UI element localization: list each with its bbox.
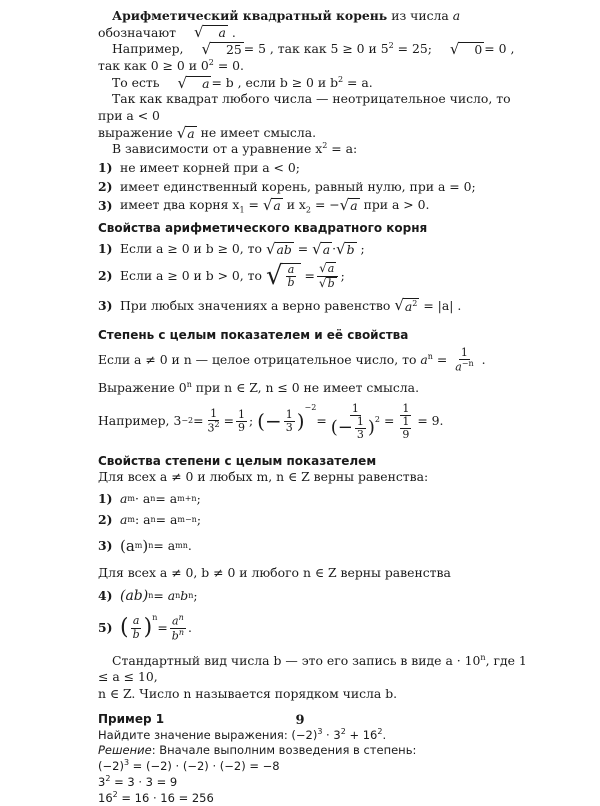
fraction — [206, 408, 222, 435]
fraction-of-roots: √ a √ b — [317, 262, 339, 290]
radicand: a — [273, 198, 281, 214]
item-number: 1) — [98, 490, 113, 506]
item-text: не имеет корней при a < 0; — [120, 159, 300, 175]
exp: mn — [175, 540, 188, 550]
complex-fraction — [329, 403, 382, 441]
text: · — [332, 241, 337, 257]
exp: 2 — [374, 414, 380, 424]
numerator: a — [132, 614, 140, 628]
property-1 — [98, 241, 538, 258]
text: : Вначале выполним возведения в степень: — [151, 742, 417, 757]
exp: n — [186, 379, 192, 389]
section-heading: Свойства арифметического квадратного корня — [98, 221, 428, 236]
text: , где 1 ≤ a ≤ 10, — [98, 652, 527, 685]
sqrt-ab: √ ab — [265, 240, 292, 259]
text: То есть — [112, 74, 160, 90]
exp: n — [480, 652, 486, 662]
text: · a — [134, 490, 151, 506]
solution-step — [98, 774, 538, 790]
denominator: b — [287, 276, 295, 290]
text: При любых значениях a верно равенство — [120, 298, 391, 314]
paren-close: ) — [143, 615, 153, 641]
exp: m — [134, 540, 143, 550]
definition-negative-exponent — [98, 347, 538, 374]
text: Стандартный вид числа b — это его запись в виде a · 10 — [112, 652, 481, 668]
text: (ab) — [120, 587, 149, 604]
text: = a — [155, 490, 178, 506]
exp: 2 — [412, 299, 418, 309]
exp: 2 — [377, 726, 383, 736]
exp: n — [148, 540, 154, 550]
section-integer-exponent — [98, 327, 538, 441]
exp: n — [178, 627, 184, 637]
text: = (−2) · (−2) · (−2) = −8 — [129, 758, 280, 773]
text: = — [297, 241, 309, 257]
exp: −2 — [304, 402, 317, 412]
intro-text: Для всех a ≠ 0 и любых m, n ∈ Z верны равенства: — [98, 468, 429, 484]
text: = — [304, 267, 315, 283]
sqrt-a: √ a — [176, 123, 195, 142]
list-item — [98, 160, 538, 177]
text: = 9. — [417, 413, 444, 429]
text: = — [244, 197, 259, 213]
exp: 2 — [112, 789, 118, 799]
base: 3 — [173, 413, 182, 429]
item-number: 4) — [98, 587, 113, 603]
base: a — [420, 351, 428, 367]
that-is-line — [98, 75, 538, 92]
section-root-properties — [98, 220, 538, 315]
sqrt-a: √ a — [339, 196, 358, 215]
exp: 2 — [340, 726, 346, 736]
text: = 3 · 3 = 9 — [110, 774, 178, 789]
sqrt-a-squared: √ $a^2$ — [394, 296, 418, 315]
text: Например, — [112, 41, 184, 57]
exp: 2 — [322, 141, 328, 151]
var: a — [452, 8, 461, 23]
text: Выражение 0 — [98, 380, 187, 396]
solution-intro — [98, 743, 538, 758]
exp: 3 — [317, 726, 323, 736]
item-number: 5) — [98, 619, 113, 635]
radicand: 25 — [210, 42, 244, 57]
radicand: 0 — [458, 42, 484, 57]
sqrt-25: √ 25 — [201, 40, 242, 59]
exp: n — [178, 612, 184, 622]
exp: n — [152, 613, 158, 623]
section-power-properties — [98, 453, 538, 643]
page-number: 9 — [295, 713, 305, 728]
explanation-line: Так как квадрат любого числа — неотрицательное число, то при a < 0 — [98, 91, 511, 124]
text: = — [193, 413, 204, 429]
base: b — [180, 587, 189, 603]
sub: 2 — [305, 205, 311, 215]
base: a — [120, 512, 128, 528]
text: выражение — [98, 124, 173, 140]
standard-form-line-2: n ∈ Z. Число n называется порядком числа b. — [98, 686, 398, 702]
numerator: 1 — [460, 346, 468, 360]
text: ; — [249, 413, 254, 429]
explanation-line-2 — [98, 125, 538, 142]
base: a — [455, 360, 462, 374]
text: (−2) — [98, 758, 124, 773]
text: при a > 0. — [363, 197, 430, 213]
text: . — [187, 537, 192, 553]
text: . — [187, 619, 192, 635]
radicand: b — [327, 276, 335, 290]
exp: 2 — [208, 57, 214, 67]
text: обозначают — [98, 24, 177, 40]
text: = |a| . — [423, 298, 462, 314]
paren-open: (− — [330, 417, 353, 439]
exp: n — [175, 590, 181, 600]
text: : a — [134, 512, 151, 528]
radicand: b — [346, 242, 355, 258]
text: = — [223, 413, 234, 429]
denominator: b — [132, 627, 140, 641]
text: ; — [340, 267, 345, 283]
numerator: 1 — [356, 414, 364, 428]
text: Если a ≥ 0 и b > 0, то — [120, 267, 262, 283]
standard-form-line — [98, 653, 538, 686]
item-number: 3) — [98, 298, 113, 314]
exp: n — [148, 590, 154, 600]
radicand: a — [327, 262, 335, 276]
text: при n ∈ Z, n ≤ 0 не имеет смысла. — [191, 380, 420, 396]
item-number: 2) — [98, 267, 113, 283]
text: 16 — [98, 790, 113, 805]
numerator: a — [287, 263, 295, 277]
fraction — [284, 409, 295, 434]
exp: 2 — [338, 74, 344, 84]
text: ) — [142, 536, 149, 555]
section-heading: Свойства степени с целым показателем — [98, 453, 377, 468]
solution-step — [98, 790, 538, 806]
list-item — [98, 197, 538, 216]
paren-close: ) — [367, 417, 375, 439]
text: = 25; — [393, 41, 432, 57]
text: имеет два корня x — [120, 197, 240, 213]
sqrt-a: √ a — [312, 240, 331, 259]
item-number: 1) — [98, 159, 113, 175]
item-number: 2) — [98, 178, 113, 194]
sqrt-fraction: √ $\frac{a}{b}$ — [266, 263, 301, 289]
fraction — [170, 614, 186, 643]
numerator: 1 — [210, 407, 218, 421]
radicand: ab — [276, 242, 292, 258]
property-2 — [98, 262, 538, 290]
text: (a — [120, 536, 135, 555]
complex-fraction — [396, 403, 415, 441]
base: b — [171, 629, 179, 643]
list-item — [98, 179, 538, 196]
exp: 2 — [388, 41, 394, 51]
exp: n — [150, 493, 156, 503]
power-rule-3 — [98, 536, 538, 556]
sqrt-a: √ a — [262, 196, 281, 215]
base: a — [120, 490, 128, 506]
exp: −n — [461, 359, 474, 369]
text: В зависимости от a уравнение x — [112, 141, 323, 157]
radicand: a — [350, 198, 358, 214]
zero-power-note — [98, 380, 538, 397]
text: = a. — [343, 74, 373, 90]
property-3 — [98, 298, 538, 315]
text: Если a ≠ 0 и n — целое отрицательное число, то — [98, 351, 417, 367]
numerator: 1 — [238, 408, 245, 422]
exp: 3 — [123, 757, 130, 767]
intro-text-2: Для всех a ≠ 0, b ≠ 0 и любого n ∈ Z верны равенства — [98, 564, 451, 580]
text: . — [382, 727, 387, 742]
text: . — [481, 351, 486, 367]
text: ; — [196, 490, 201, 506]
item-number: 3) — [98, 198, 113, 214]
radicand: a — [203, 25, 228, 40]
text: = 0 , так как 0 ≥ 0 и 0 — [98, 41, 515, 74]
item-text — [120, 197, 429, 216]
text: ; — [193, 587, 198, 603]
text: = 0. — [213, 58, 244, 74]
power-rule-4 — [98, 587, 538, 606]
exponent-example — [98, 403, 538, 441]
text: = b , если b ≥ 0 и b — [211, 74, 339, 90]
exp: m — [127, 515, 135, 525]
term-arithmetic-root: Арифметический квадратный корень — [112, 8, 388, 23]
text: = a: — [327, 141, 358, 157]
power-rule-1 — [98, 491, 538, 508]
text: + 16 — [345, 727, 378, 742]
text: = − — [311, 197, 340, 213]
text: ; — [196, 512, 202, 528]
numerator: 1 — [402, 414, 410, 428]
sqrt-b: √ b — [336, 240, 355, 259]
text: = a — [155, 512, 178, 528]
denominator: 9 — [238, 421, 245, 435]
base: a — [172, 614, 179, 628]
solution-label: Решение — [98, 742, 152, 757]
denominator: 3 — [356, 427, 364, 441]
item-number: 1) — [98, 241, 113, 257]
example-line — [98, 41, 538, 74]
base: 3 — [207, 422, 215, 436]
text: = a — [153, 587, 176, 603]
power-rule-2 — [98, 512, 538, 529]
text: 3 — [98, 774, 106, 789]
example-heading: Пример 1 — [98, 711, 165, 726]
sub: 1 — [239, 205, 245, 215]
text: · 3 — [322, 727, 341, 742]
radicand: a — [322, 242, 331, 258]
exp: 2 — [214, 420, 220, 430]
radicand: a — [187, 125, 195, 141]
numerator: 1 — [351, 401, 359, 415]
text: = — [316, 413, 327, 429]
text: Найдите значение выражения: (−2) — [98, 727, 318, 742]
text: не имеет смысла. — [200, 124, 317, 140]
text: = a — [153, 537, 176, 553]
exp: −2 — [181, 416, 194, 426]
base: a — [404, 299, 413, 315]
text: и x — [286, 197, 306, 213]
text: = — [157, 619, 168, 635]
denominator: 3 — [285, 421, 293, 435]
sqrt-a: √ a — [193, 23, 226, 42]
example-body — [98, 727, 538, 806]
paren-open: ( — [120, 615, 129, 641]
sqrt-0: √ 0 — [449, 40, 483, 59]
text: = 5 , так как 5 ≥ 0 и 5 — [243, 41, 389, 57]
item-number: 3) — [98, 537, 113, 553]
paren-open: (− — [257, 409, 282, 434]
item-text: имеет единственный корень, равный нулю, при a = 0; — [120, 178, 476, 194]
section-standard-form — [98, 653, 538, 703]
radicand: a — [186, 76, 211, 91]
item-number: 2) — [98, 512, 113, 528]
denominator: 9 — [402, 427, 410, 441]
text: Если a ≥ 0 и b ≥ 0, то — [120, 241, 262, 257]
text: ; — [360, 241, 365, 257]
section-square-root-definition — [98, 8, 538, 216]
exp: 2 — [105, 773, 111, 783]
text: = — [383, 413, 395, 429]
text: = — [432, 351, 448, 367]
exp: m — [127, 493, 135, 503]
text: Например, — [98, 413, 170, 429]
text: = 16 · 16 = 256 — [117, 790, 214, 805]
fraction — [453, 347, 475, 374]
exp: m−n — [177, 515, 197, 525]
exp: n — [150, 515, 156, 525]
text: из числа — [391, 8, 449, 23]
sqrt-a: √ a — [177, 73, 210, 92]
fraction — [131, 615, 142, 640]
solution-step — [98, 758, 538, 774]
exp: m+n — [177, 493, 197, 503]
numerator: 1 — [285, 408, 293, 422]
numerator: 1 — [402, 401, 410, 415]
exp: n — [427, 351, 433, 361]
paren-close: ) — [296, 409, 305, 434]
equation-intro — [98, 141, 538, 158]
definition-line: Арифметический квадратный корень из числа a обозначают √ a . — [98, 8, 461, 42]
exp: n — [188, 590, 194, 600]
section-heading: Степень с целым показателем и её свойства — [98, 327, 409, 342]
fraction — [236, 409, 247, 434]
power-rule-5 — [98, 613, 538, 642]
